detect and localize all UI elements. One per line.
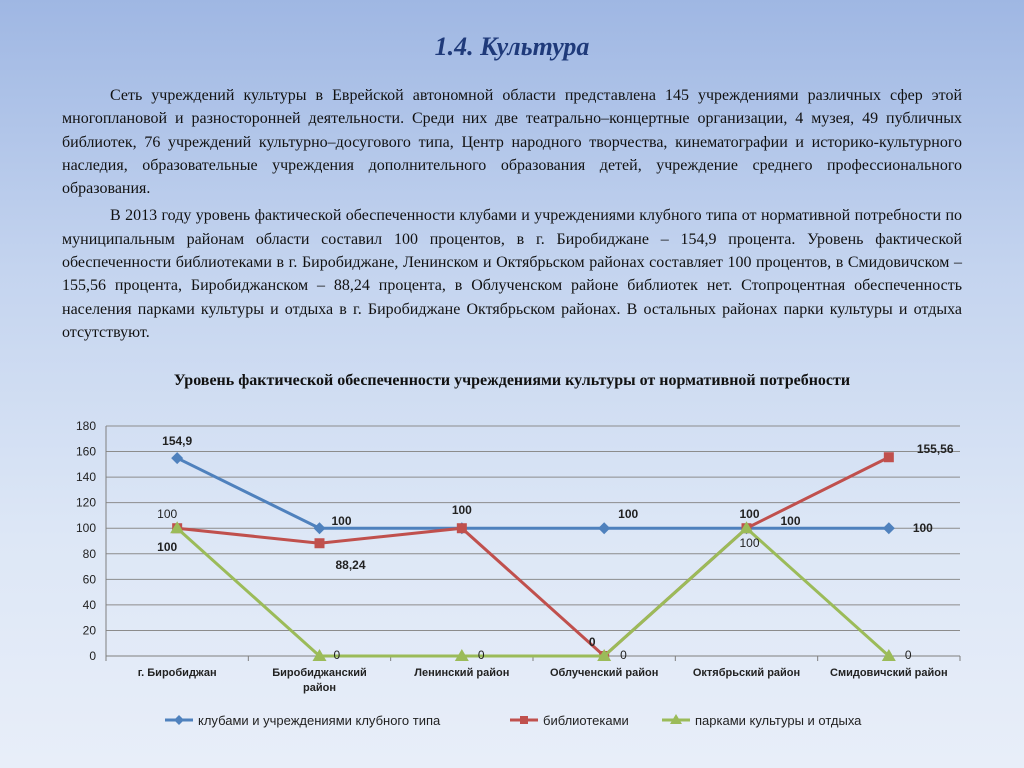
data-label: 154,9 — [162, 434, 193, 449]
data-point — [883, 522, 895, 534]
data-label: 100 — [157, 507, 178, 522]
data-label: 0 — [904, 648, 912, 662]
x-tick-label: район — [303, 682, 336, 694]
data-label: 100 — [157, 540, 178, 555]
data-label: 100 — [618, 507, 639, 522]
paragraph-1: Сеть учреждений культуры в Еврейской автономной области представлена 145 учреждениями различных сфер этой многоплановой и разносторонней деятельности. Среди них две театрально–концертные организации, 4 музея, 49 публичных библиотек, 76 учреждений культурно–досугового типа, Центр народного творчества, кинематографии и историко-культурного наследия, образовательные учреждения дополнительного образования детей, учреждение среднего профессионального образования. — [62, 87, 962, 198]
paragraph-2: В 2013 году уровень фактической обеспеченности клубами и учреждениями клубного типа от нормативной потребности по муниципальным районам области составил 100 процентов, в г. Биробиджане – 154,9 процента. Уровень фактической обеспеченности библиотеками в г. Биробиджане, Ленинском и Октябрьском районах составляет 100 процентов, в Смидовичском – 155,56 процента, Биробиджанском – 88,24 процента, в Облученском районе библиотек нет. Стопроцентная обеспеченность населения парками культуры и отдыха в г. Биробиджане Октябрьском районах. В остальных районах парки культуры и отдыха отсутствуют. — [62, 207, 962, 341]
x-tick-label: Биробиджанский — [272, 667, 367, 679]
data-label: 100 — [451, 503, 472, 518]
data-point — [884, 452, 894, 462]
data-label: 0 — [620, 648, 627, 662]
data-point — [457, 523, 467, 533]
data-label: 0 — [333, 648, 341, 662]
y-tick-label: 120 — [75, 495, 96, 510]
y-tick-label: 100 — [75, 521, 96, 536]
chart-title: Уровень фактической обеспеченности учреждениями культуры от нормативной потребности — [173, 372, 851, 389]
data-point — [171, 452, 183, 464]
y-tick-label: 20 — [82, 623, 96, 638]
y-tick-label: 180 — [75, 419, 96, 433]
y-tick-label: 0 — [89, 649, 96, 663]
legend-label: клубами и учреждениями клубного типа — [198, 713, 441, 728]
data-label: 100 — [780, 514, 801, 529]
series-line — [177, 457, 889, 656]
data-label: 88,24 — [335, 558, 366, 573]
legend-marker — [520, 716, 528, 724]
y-tick-label: 40 — [82, 597, 96, 612]
data-label: 0 — [477, 648, 485, 662]
x-tick-label: Ленинский район — [414, 667, 510, 679]
legend-label: парками культуры и отдыха — [695, 713, 862, 728]
y-tick-label: 60 — [82, 572, 96, 587]
y-tick-label: 80 — [82, 546, 96, 561]
body-text — [62, 84, 962, 344]
page-title: 1.4. Культура — [434, 32, 590, 61]
data-point — [314, 522, 326, 534]
y-tick-label: 140 — [75, 470, 96, 485]
y-tick-label: 160 — [75, 444, 96, 459]
x-tick-label: Облученский район — [549, 667, 659, 679]
data-point — [315, 538, 325, 548]
data-point — [598, 522, 610, 534]
data-label: 155,56 — [916, 442, 954, 457]
data-label: 100 — [739, 507, 760, 522]
legend-label: библиотеками — [543, 713, 629, 728]
data-label: 0 — [588, 635, 596, 649]
legend-marker — [174, 715, 184, 725]
line-chart — [0, 400, 1024, 740]
data-label: 100 — [331, 514, 352, 529]
data-label: 100 — [739, 536, 760, 551]
x-tick-label: г. Биробиджан — [137, 667, 217, 679]
data-label: 100 — [912, 521, 933, 536]
x-tick-label: Октябрьский район — [692, 667, 801, 679]
x-tick-label: Смидовичский район — [830, 667, 948, 679]
